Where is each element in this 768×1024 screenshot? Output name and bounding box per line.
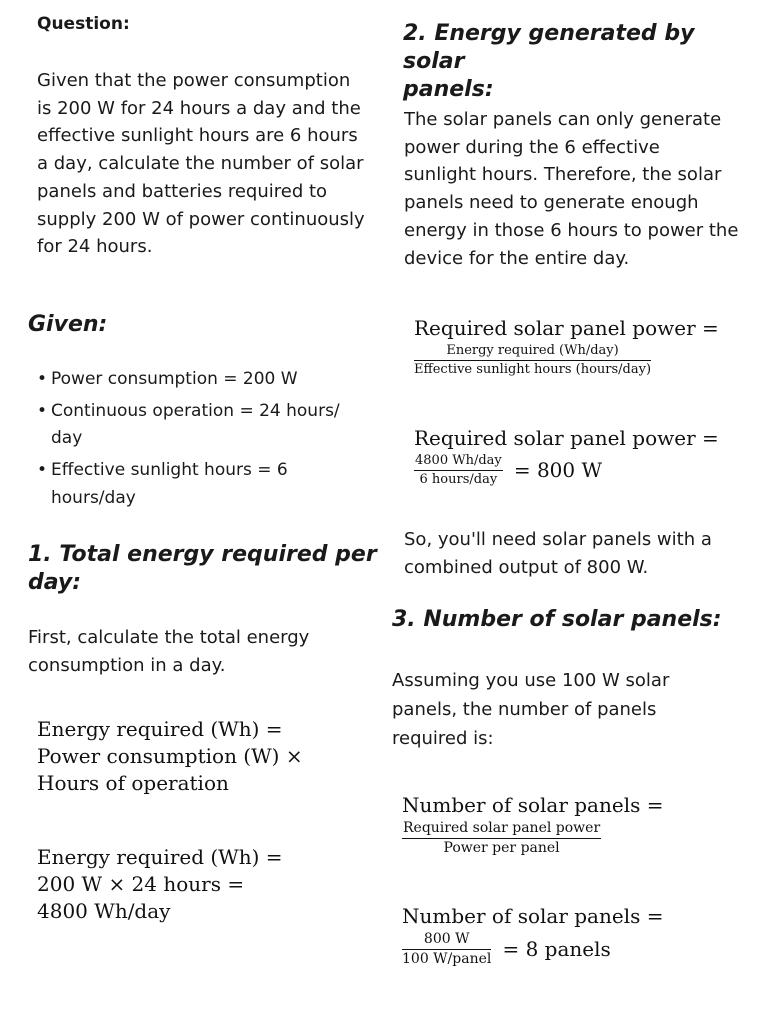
conclusion-line: combined output of 800 W. [404, 556, 649, 578]
question-line: for 24 hours. [37, 236, 153, 258]
panel-count-equation-2 [402, 903, 663, 968]
equation-fraction [402, 931, 491, 968]
fraction-numerator: 4800 Wh/day [414, 453, 503, 471]
section2-heading-line: panels: [403, 77, 494, 102]
given-item-line: Effective sunlight hours = 6 [51, 460, 288, 481]
energy-equation-2 [37, 844, 283, 925]
section2-text [404, 106, 762, 272]
equation-line: Hours of operation [37, 771, 229, 795]
section3-text-line: required is: [392, 728, 494, 749]
equation-lhs: Number of solar panels = [402, 793, 664, 817]
given-item [37, 398, 382, 453]
equation-line: Energy required (Wh) = [37, 845, 283, 869]
equation-rhs [402, 931, 663, 968]
fraction-denominator: Power per panel [443, 840, 560, 856]
section2-heading-line: 2. Energy generated by solar [403, 21, 695, 74]
equation-line: 4800 Wh/day [37, 899, 171, 923]
equation-lhs: Required solar panel power = [414, 316, 719, 340]
question-line: is 200 W for 24 hours a day and the [37, 97, 361, 119]
equation-line: Power consumption (W) × [37, 744, 303, 768]
section2-text-line: panels need to generate enough [404, 192, 699, 214]
equation-line: Energy required (Wh) = [37, 717, 283, 741]
section1-text [28, 624, 378, 679]
section1-text-line: First, calculate the total energy [28, 627, 310, 648]
section2-conclusion [404, 526, 762, 581]
section1-heading [28, 541, 377, 597]
section3-text-line: panels, the number of panels [392, 699, 657, 720]
section3-text-line: Assuming you use 100 W solar [392, 670, 670, 691]
solar-power-equation-2 [414, 425, 719, 488]
section2-text-line: energy in those 6 hours to power the [404, 219, 739, 241]
section2-text-line: power during the 6 effective [404, 136, 660, 158]
section1-heading-line: day: [28, 570, 82, 595]
bullet-icon: • [37, 400, 48, 421]
equation-fraction [402, 820, 601, 857]
question-line: supply 200 W of power continuously [37, 208, 365, 230]
section1-heading-line: 1. Total energy required per [28, 542, 377, 567]
question-label: Question: [37, 14, 130, 34]
equation-fraction [414, 453, 503, 488]
section2-text-line: The solar panels can only generate [404, 109, 722, 130]
given-list [37, 366, 382, 513]
fraction-denominator: Effective sunlight hours (hours/day) [414, 362, 652, 377]
equation-lhs: Number of solar panels = [402, 904, 664, 928]
question-line: effective sunlight hours are 6 hours [37, 125, 358, 147]
question-line: panels and batteries required to [37, 180, 328, 202]
fraction-numerator: 800 W [402, 931, 491, 950]
energy-equation-1 [37, 716, 303, 797]
fraction-numerator: Energy required (Wh/day) [414, 343, 651, 361]
section2-heading [403, 20, 753, 104]
equation-line: 200 W × 24 hours = [37, 872, 245, 896]
equation-result: = 800 W [513, 458, 603, 482]
question-text [37, 67, 387, 261]
section2-text-line: device for the entire day. [404, 247, 630, 269]
equation-result: = 8 panels [502, 937, 611, 961]
given-item-line: Continuous operation = 24 hours/ [51, 400, 340, 421]
section3-heading: 3. Number of solar panels: [392, 607, 722, 632]
given-item [37, 366, 382, 394]
equation-lhs: Required solar panel power = [414, 426, 719, 450]
bullet-icon: • [37, 369, 48, 389]
fraction-denominator: 100 W/panel [402, 951, 492, 967]
given-item [37, 457, 382, 512]
section2-text-line: sunlight hours. Therefore, the solar [404, 164, 722, 186]
fraction-denominator: 6 hours/day [419, 472, 498, 487]
equation-rhs [414, 453, 719, 488]
conclusion-line: So, you'll need solar panels with a [404, 529, 712, 550]
equation-fraction [414, 343, 651, 378]
fraction-numerator: Required solar panel power [402, 820, 601, 839]
question-line: a day, calculate the number of solar [37, 153, 364, 175]
section1-text-line: consumption in a day. [28, 654, 226, 676]
solar-power-equation-1 [414, 315, 719, 378]
question-line: Given that the power consumption [37, 70, 351, 91]
given-item-line: hours/day [51, 487, 136, 508]
given-heading: Given: [28, 312, 108, 337]
given-item-line: day [51, 428, 83, 449]
section3-text [392, 666, 752, 753]
bullet-icon: • [37, 460, 48, 481]
panel-count-equation-1 [402, 792, 663, 857]
given-item-line: Power consumption = 200 W [51, 369, 298, 389]
